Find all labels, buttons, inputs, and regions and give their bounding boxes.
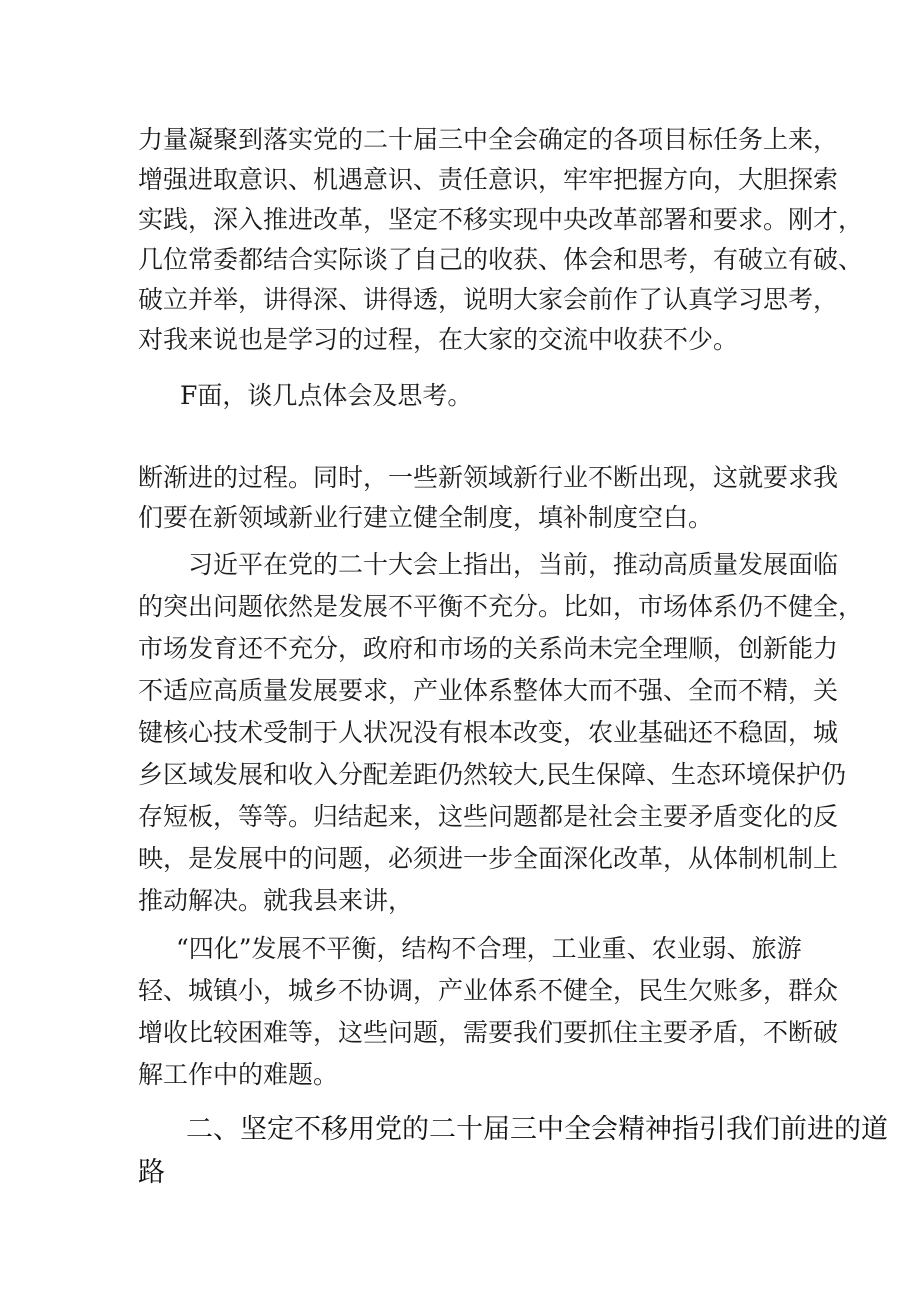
text-line: 增收比较困难等，这些问题，需要我们要抓住主要矛盾，不断破	[138, 1018, 839, 1047]
text-line: 力量凝聚到落实党的二十届三中全会确定的各项目标任务上来，	[138, 125, 839, 154]
text-line: 的突出问题依然是发展不平衡不充分。比如，市场体系仍不健全，	[138, 592, 864, 621]
text-line: 映，是发展中的问题，必须进一步全面深化改革，从体制机制上	[138, 844, 839, 873]
text-line: 不适应高质量发展要求，产业体系整体大而不强、全而不精，关	[138, 676, 839, 705]
heading-line: 二、坚定不移用党的二十届三中全会精神指引我们前进的道	[186, 1114, 888, 1145]
heading-line: 路	[138, 1157, 165, 1188]
text-line: 破立并举，讲得深、讲得透，说明大家会前作了认真学习思考，	[138, 285, 839, 314]
text-line: 习近平在党的二十大会上指出，当前，推动高质量发展面临	[188, 550, 839, 579]
text-line: 断渐进的过程。同时，一些新领域新行业不断出现，这就要求我	[138, 463, 839, 492]
text-line: 推动解决。就我县来讲，	[138, 886, 414, 915]
text-line: 增强进取意识、机遇意识、责任意识，牢牢把握方向，大胆探索	[138, 165, 839, 194]
text-line: 解工作中的难题。	[138, 1060, 339, 1089]
text-line: 市场发育还不充分，政府和市场的关系尚未完全理顺，创新能力	[138, 634, 839, 663]
text-line: 实践，深入推进改革，坚定不移实现中央改革部署和要求。刚才，	[138, 205, 864, 234]
text-line: 几位常委都结合实际谈了自己的收获、体会和思考，有破立有破、	[138, 245, 864, 274]
text-line: 乡区域发展和收入分配差距仍然较大,民生保障、生态环境保护仍	[138, 760, 846, 789]
text-line: 们要在新领域新业行建立健全制度，填补制度空白。	[138, 503, 714, 532]
text-line: 存短板，等等。归结起来，这些问题都是社会主要矛盾变化的反	[138, 802, 839, 831]
text-line: 轻、城镇小，城乡不协调，产业体系不健全，民生欠账多，群众	[138, 976, 839, 1005]
text-line: 键核心技术受制于人状况没有根本改变，农业基础还不稳固，城	[138, 718, 839, 747]
text-line: 对我来说也是学习的过程，在大家的交流中收获不少。	[138, 325, 739, 354]
text-line: F面，谈几点体会及思考。	[180, 381, 473, 410]
text-line: “四化”发展不平衡，结构不合理，工业重、农业弱、旅游	[176, 934, 802, 963]
